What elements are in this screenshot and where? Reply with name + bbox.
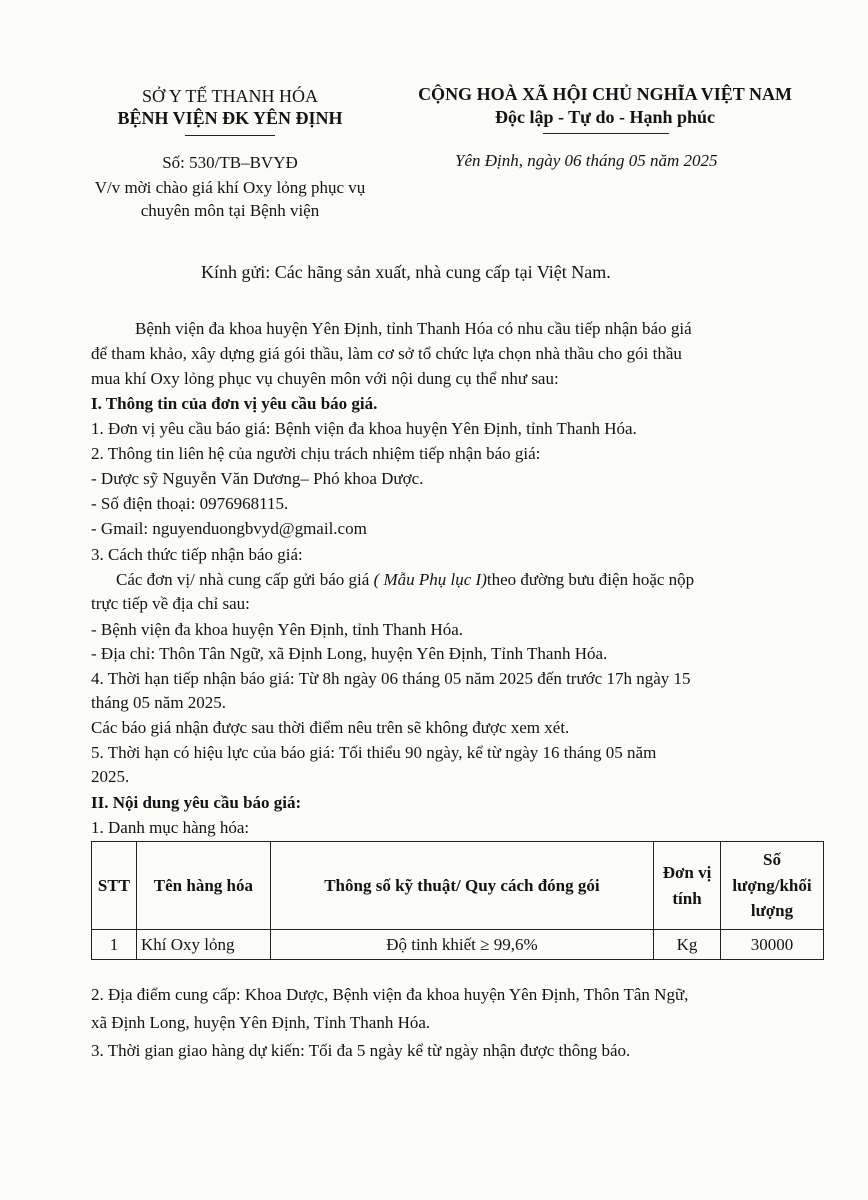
intro-line: để tham khảo, xây dựng giá gói thầu, làm cơ sở tổ chức lựa chọn nhà thầu cho gói thầu [91, 344, 682, 363]
document-date: Yên Định, ngày 06 tháng 05 năm 2025 [455, 151, 718, 170]
table-cell: 30000 [721, 930, 824, 960]
table-cell: Khí Oxy lỏng [136, 930, 270, 960]
section-1-line: - Số điện thoại: 0976968115. [91, 494, 289, 513]
column-header: Thông số kỹ thuật/ Quy cách đóng gói [270, 842, 653, 930]
method-text: theo đường bưu điện hoặc nộp [486, 570, 695, 589]
section-1-line: Các báo giá nhận được sau thời điểm nêu trên sẽ không được xem xét. [91, 718, 570, 737]
column-header: STT [92, 842, 137, 930]
document-number: Số: 530/TB–BVYĐ [162, 153, 298, 172]
intro-line: mua khí Oxy lỏng phục vụ chuyên môn với nội dung cụ thể như sau: [91, 369, 559, 388]
goods-table [91, 841, 824, 960]
contact-email: - Gmail: nguyenduongbvyd@gmail.com [91, 519, 367, 538]
header-right-rule [543, 133, 669, 134]
table-cell: 1 [92, 930, 137, 960]
goods-list-title: 1. Danh mục hàng hóa: [91, 818, 250, 837]
column-header: Tên hàng hóa [136, 842, 270, 930]
table-header-row [92, 842, 824, 930]
section-1-line: - Địa chỉ: Thôn Tân Ngữ, xã Định Long, huyện Yên Định, Tỉnh Thanh Hóa. [91, 644, 608, 663]
table-cell: Kg [654, 930, 721, 960]
section-1-line: trực tiếp về địa chỉ sau: [91, 594, 250, 613]
subject-line-2: chuyên môn tại Bệnh viện [140, 201, 320, 220]
section-1-line: 2. Thông tin liên hệ của người chịu trách nhiệm tiếp nhận báo giá: [91, 444, 541, 463]
country-name: CỘNG HOÀ XÃ HỘI CHỦ NGHĨA VIỆT NAM [418, 84, 792, 104]
subject-line-1: V/v mời chào giá khí Oxy lỏng phục vụ [94, 178, 366, 197]
column-header: Số lượng/khối lượng [721, 842, 824, 930]
section-2-line: 3. Thời gian giao hàng dự kiến: Tối đa 5 ngày kể từ ngày nhận được thông báo. [91, 1041, 631, 1060]
section-1-line: 3. Cách thức tiếp nhận báo giá: [91, 545, 303, 564]
dept-name: SỞ Y TẾ THANH HÓA [141, 86, 318, 106]
section-1-line: 4. Thời hạn tiếp nhận báo giá: Từ 8h ngày 06 tháng 05 năm 2025 đến trước 17h ngày 15 [91, 669, 691, 688]
column-header: Đơn vị tính [654, 842, 721, 930]
method-line [116, 570, 694, 590]
recipient-line: Kính gửi: Các hãng sản xuất, nhà cung cấp tại Việt Nam. [201, 262, 611, 282]
intro-line: Bệnh viện đa khoa huyện Yên Định, tỉnh Thanh Hóa có nhu cầu tiếp nhận báo giá [135, 319, 692, 338]
section-1-line: 5. Thời hạn có hiệu lực của báo giá: Tối thiểu 90 ngày, kể từ ngày 16 tháng 05 năm [91, 743, 657, 762]
section-1-line: 2025. [91, 767, 130, 786]
section-2-line: 2. Địa điểm cung cấp: Khoa Dược, Bệnh viện đa khoa huyện Yên Định, Thôn Tân Ngữ, [91, 985, 689, 1004]
hospital-name: BỆNH VIỆN ĐK YÊN ĐỊNH [117, 108, 343, 128]
table-row [92, 930, 824, 960]
header-left-rule [185, 135, 275, 136]
method-text: Các đơn vị/ nhà cung cấp gửi báo giá [116, 570, 374, 589]
section-1-line: - Bệnh viện đa khoa huyện Yên Định, tỉnh Thanh Hóa. [91, 620, 464, 639]
section-1-line: tháng 05 năm 2025. [91, 693, 227, 712]
section-2-line: xã Định Long, huyện Yên Định, Tỉnh Thanh Hóa. [91, 1013, 431, 1032]
appendix-reference: ( Mẫu Phụ lục I) [373, 570, 487, 589]
table-cell: Độ tinh khiết ≥ 99,6% [270, 930, 653, 960]
section-1-title: I. Thông tin của đơn vị yêu cầu báo giá. [91, 394, 378, 413]
section-1-line: - Dược sỹ Nguyễn Văn Dương– Phó khoa Dược. [91, 469, 424, 488]
section-1-line: 1. Đơn vị yêu cầu báo giá: Bệnh viện đa khoa huyện Yên Định, tỉnh Thanh Hóa. [91, 419, 637, 438]
section-2-title: II. Nội dung yêu cầu báo giá: [91, 793, 302, 812]
motto: Độc lập - Tự do - Hạnh phúc [494, 107, 716, 127]
